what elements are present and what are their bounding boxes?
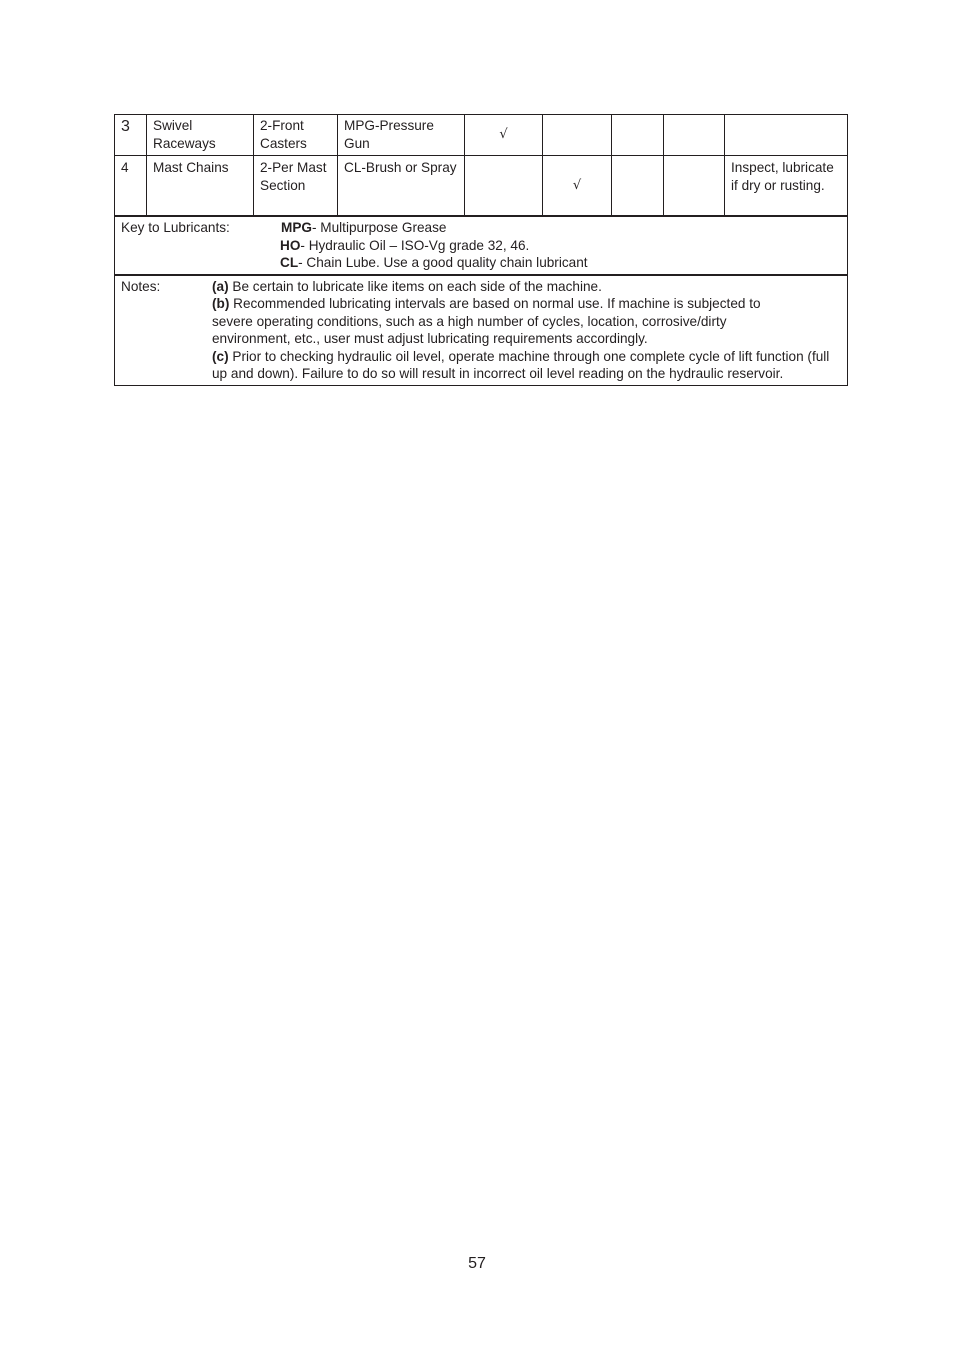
notes-row	[115, 275, 848, 386]
row-interval-3	[612, 156, 664, 217]
notes	[115, 275, 848, 386]
page-number: 57	[468, 1255, 486, 1272]
row-interval-3	[612, 115, 664, 156]
row-remarks: Inspect, lubricate if dry or rusting.	[725, 156, 848, 217]
row-item: Mast Chains	[147, 156, 254, 217]
note-text: Be certain to lubricate like items on each side of the machine.	[228, 278, 602, 294]
key-code: CL	[280, 255, 299, 270]
row-interval-4	[664, 156, 725, 217]
key-code: MPG	[281, 220, 312, 235]
row-interval-4	[664, 115, 725, 156]
note-tag: (b)	[212, 296, 230, 311]
row-remarks	[725, 115, 848, 156]
row-points: 2-Per Mast Section	[254, 156, 338, 217]
note-text: Prior to checking hydraulic oil level, operate machine through one complete cycle of lift function (full up and down). Failure to do so will result in incorrect oil level reading on the hydraulic reservoir.	[212, 348, 830, 381]
lubricant-key	[115, 216, 848, 275]
note-item	[212, 278, 841, 296]
row-lubricant: MPG-Pressure Gun	[338, 115, 465, 156]
row-item: Swivel Raceways	[147, 115, 254, 156]
key-text: - Chain Lube. Use a good quality chain lubricant	[298, 255, 588, 270]
note-tag: (a)	[212, 278, 229, 294]
row-points: 2-Front Casters	[254, 115, 338, 156]
key-item	[280, 254, 588, 272]
lubricant-key-row	[115, 216, 848, 275]
row-interval-2	[543, 115, 612, 156]
notes-body	[212, 278, 841, 383]
key-text: - Hydraulic Oil – ISO-Vg grade 32, 46.	[300, 237, 530, 253]
note-tag: (c)	[212, 348, 229, 364]
note-item	[212, 295, 841, 348]
key-code: HO	[280, 237, 301, 253]
key-list	[280, 219, 588, 272]
row-number: 3	[115, 115, 147, 156]
note-item	[212, 348, 841, 383]
key-item	[280, 237, 588, 255]
key-text: - Multipurpose Grease	[311, 220, 447, 235]
key-item	[280, 219, 588, 237]
row-lubricant: CL-Brush or Spray	[338, 156, 465, 217]
row-interval-1	[465, 156, 543, 217]
row-interval-1: √	[465, 115, 543, 156]
lubrication-table	[114, 114, 848, 386]
table-row	[115, 156, 848, 217]
note-text: Recommended lubricating intervals are based on normal use. If machine is subjected to severe operating conditions, such as a high number of cycles, location, corrosive/dirty environment, etc., user must adjust lubricating requirements accordingly.	[212, 296, 761, 346]
row-number: 4	[115, 156, 147, 217]
row-interval-2: √	[543, 156, 612, 217]
notes-label: Notes:	[121, 278, 161, 294]
table-row	[115, 115, 848, 156]
key-label: Key to Lubricants:	[121, 220, 230, 235]
